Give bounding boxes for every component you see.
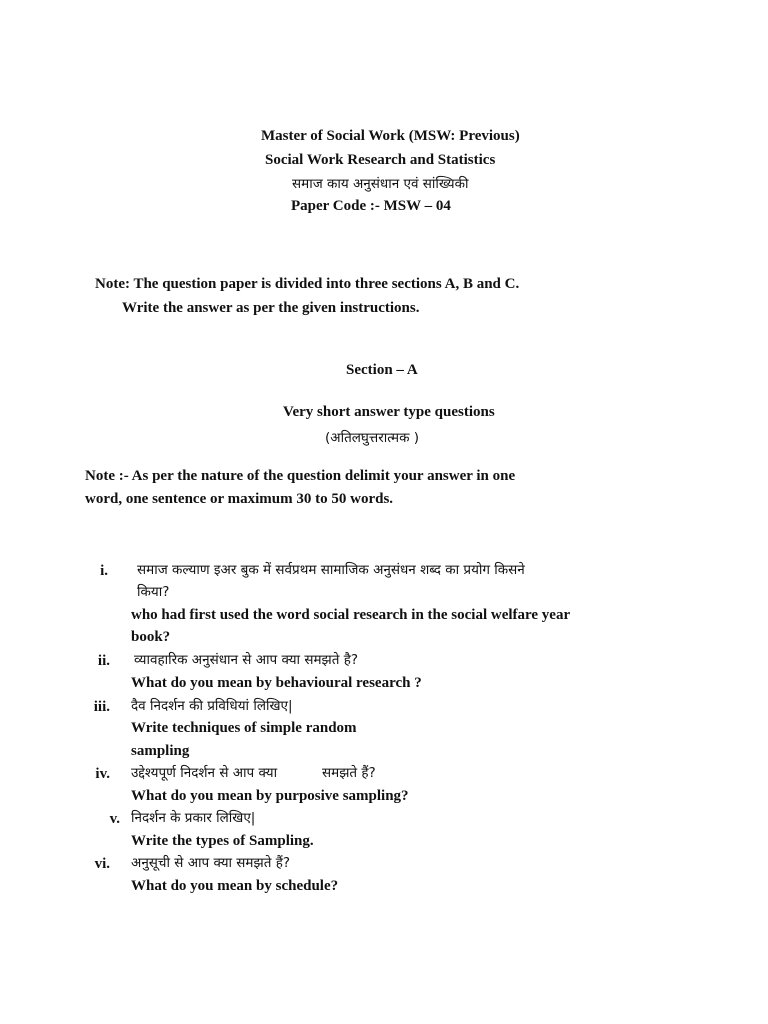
question-english: Write techniques of simple random bbox=[131, 720, 357, 736]
question-english-continued: book? bbox=[131, 629, 171, 645]
question-hindi: समाज कल्याण इअर बुक में सर्वप्रथम सामाजिक अनुसंधन शब्द का प्रयोग किसने bbox=[137, 562, 525, 578]
general-note-line-1: Note: The question paper is divided into three sections A, B and C. bbox=[95, 276, 520, 292]
subject-title: Social Work Research and Statistics bbox=[265, 152, 496, 168]
general-note-line-2: Write the answer as per the given instructions. bbox=[122, 300, 420, 316]
section-title: Section – A bbox=[346, 362, 418, 378]
question-hindi: अनुसूची से आप क्या समझते हैं? bbox=[131, 855, 291, 871]
question-number: vi. bbox=[94, 856, 110, 872]
question-hindi: व्यावहारिक अनुसंधान से आप क्या समझते है? bbox=[134, 652, 359, 668]
section-note-line-2: word, one sentence or maximum 30 to 50 words. bbox=[85, 491, 394, 507]
question-english: What do you mean by purposive sampling? bbox=[131, 788, 409, 804]
question-number: i. bbox=[100, 563, 108, 579]
question-number: ii. bbox=[97, 653, 110, 669]
section-question-type-hindi: (अतिलघुत्तरात्मक ) bbox=[325, 430, 420, 446]
question-number: iv. bbox=[95, 766, 110, 782]
question-english: who had first used the word social research in the social welfare year bbox=[131, 607, 571, 623]
section-question-type: Very short answer type questions bbox=[283, 404, 495, 420]
program-title: Master of Social Work (MSW: Previous) bbox=[261, 128, 520, 144]
question-english-continued: sampling bbox=[131, 743, 190, 759]
question-hindi-continued: समझते हैं? bbox=[322, 765, 376, 781]
question-number: v. bbox=[109, 811, 120, 827]
question-hindi-continued: किया? bbox=[137, 584, 170, 600]
subject-title-hindi: समाज काय अनुसंधान एवं सांख्यिकी bbox=[292, 176, 469, 192]
question-hindi: दैव निदर्शन की प्रविधियां लिखिए| bbox=[131, 698, 293, 714]
paper-code: Paper Code :- MSW – 04 bbox=[291, 198, 451, 214]
question-english: Write the types of Sampling. bbox=[131, 833, 314, 849]
question-english: What do you mean by schedule? bbox=[131, 878, 339, 894]
question-hindi: उद्देश्यपूर्ण निदर्शन से आप क्या bbox=[131, 765, 278, 781]
section-note-line-1: Note :- As per the nature of the question delimit your answer in one bbox=[85, 468, 516, 484]
question-hindi: निदर्शन के प्रकार लिखिए| bbox=[131, 810, 256, 826]
question-english: What do you mean by behavioural research ? bbox=[131, 675, 422, 691]
question-number: iii. bbox=[93, 699, 110, 715]
